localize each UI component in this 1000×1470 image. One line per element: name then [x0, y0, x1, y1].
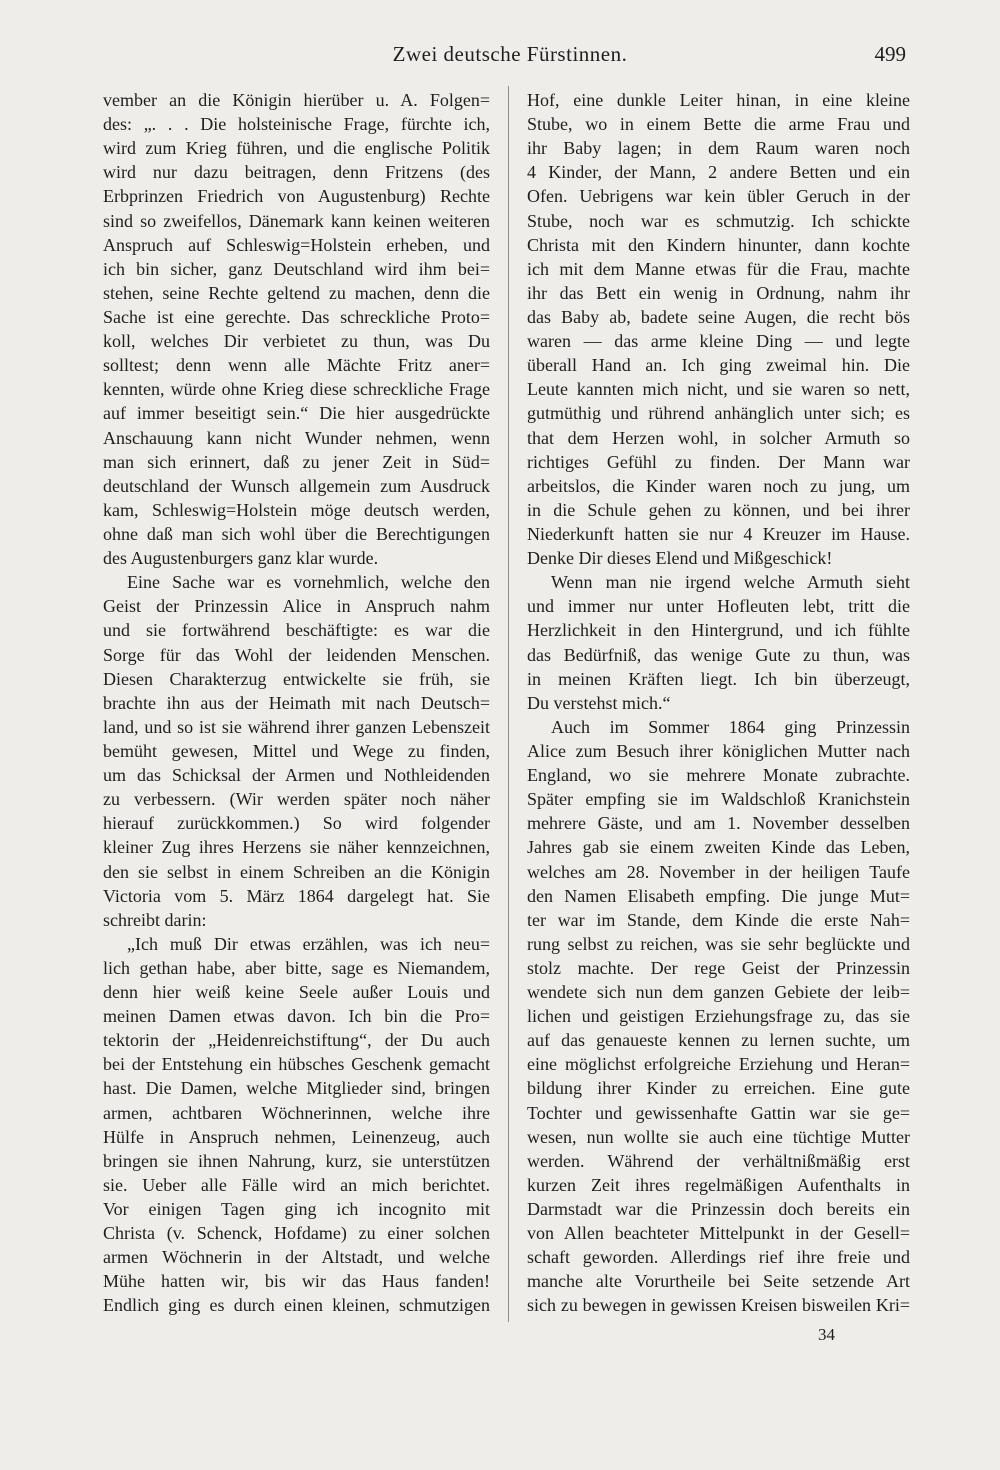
text-line: Darmstadt war die Prinzessin doch bereits ein [527, 1199, 910, 1220]
text-line: lichen und geistigen Erziehungsfrage zu, das sie [527, 1006, 910, 1027]
text-line: des Augustenburgers ganz klar wurde. [103, 548, 379, 569]
text-line: man sich erinnert, daß zu jener Zeit in Süd= [103, 451, 490, 472]
text-line: Vor einigen Tagen ging ich incognito mit [103, 1199, 490, 1220]
text-line: und sie fortwährend beschäftigte: es war die [103, 620, 490, 641]
text-line: werden. Während der verhältnißmäßig erst [527, 1150, 910, 1171]
text-line: Sorge für das Wohl der leidenden Menschen. [103, 644, 490, 665]
text-line: koll, welches Dir verbietet zu thun, was Du [103, 331, 490, 352]
text-line: Christa (v. Schenck, Hofdame) zu einer solchen [103, 1223, 490, 1244]
text-line: sind so zweifellos, Dänemark kann keinen weiteren [103, 210, 490, 231]
text-line: Du verstehst mich.“ [527, 692, 671, 713]
text-line: Mühe hatten wir, bis wir das Haus fanden! [103, 1271, 490, 1292]
text-line: rung selbst zu reichen, was sie sehr beglückte und [527, 933, 910, 954]
text-line: auf immer beseitigt sein.“ Die hier ausgedrückte [103, 403, 490, 424]
text-line: Herzlichkeit in den Hintergrund, und ich fühlte [527, 620, 910, 641]
text-line: auf das genaueste kennen zu lernen suchte, um [527, 1030, 910, 1051]
text-line: England, wo sie mehrere Monate zubrachte. [527, 765, 910, 786]
page-number: 499 [874, 42, 906, 66]
text-line: den sie selbst in einem Schreiben an die Königin [103, 861, 490, 882]
text-line: bildung ihrer Kinder zu erreichen. Eine gute [527, 1078, 910, 1099]
text-line: von Allen beachteter Mittelpunkt in der Gesell= [527, 1223, 910, 1244]
text-line: Stube, wo in einem Bette die arme Frau und [527, 114, 910, 135]
text-line: mehrere Gäste, und am 1. November desselben [527, 813, 910, 834]
text-line: land, und so ist sie während ihrer ganzen Lebenszeit [103, 716, 490, 737]
text-line: ohne daß man sich wohl über die Berechtigungen [103, 523, 490, 544]
text-line: Erbprinzen Friedrich von Augustenburg) Rechte [103, 186, 490, 207]
text-line: hierauf zurückkommen.) So wird folgender [103, 813, 490, 834]
text-line: arbeitslos, die Kinder waren noch zu jung, um [527, 475, 910, 496]
text-line: ich mit dem Manne etwas für die Frau, machte [527, 258, 910, 279]
text-line: richtiges Gefühl zu finden. Der Mann war [527, 451, 910, 472]
text-line: Hof, eine dunkle Leiter hinan, in eine kleine [527, 90, 910, 110]
left-column [103, 88, 490, 1318]
text-line: stolz machte. Der rege Geist der Prinzessin [527, 957, 910, 978]
text-line: denn hier weiß keine Seele außer Louis und [103, 982, 490, 1003]
text-line: Endlich ging es durch einen kleinen, schmutzigen [103, 1295, 490, 1316]
text-line: Niederkunft hatten sie nur 4 Kreuzer im Hause. [527, 523, 910, 544]
text-line: Anschauung kann nicht Wunder nehmen, wenn [103, 427, 490, 448]
text-line: das Bedürfniß, das wenige Gute zu thun, was [527, 644, 910, 665]
right-column [527, 88, 910, 1318]
text-line: welches am 28. November in der heiligen Taufe [527, 861, 910, 882]
text-line: sie. Ueber alle Fälle wird an mich berichtet. [103, 1174, 490, 1195]
text-line: Victoria vom 5. März 1864 dargelegt hat. Sie [103, 885, 490, 906]
text-line: wesen, nun wollte sie auch eine tüchtige Mutter [527, 1126, 910, 1147]
text-line: schaft geworden. Allerdings rief ihre freie und [527, 1247, 910, 1268]
text-line: und immer nur unter Hofleuten lebt, tritt die [527, 596, 910, 617]
text-line: gutmüthig und rührend anhänglich unter sich; es [527, 403, 910, 424]
text-line: Tochter und gewissenhafte Gattin war sie ge= [527, 1102, 910, 1123]
text-line: Leute kannten mich nicht, und sie waren so nett, [527, 379, 910, 400]
text-line: kurzen Zeit ihres regelmäßigen Aufenthalts in [527, 1174, 910, 1195]
text-line: den Namen Elisabeth empfing. Die junge Mut= [527, 885, 910, 906]
text-line: Geist der Prinzessin Alice in Anspruch nahm [103, 596, 490, 617]
text-line: armen Wöchnerin in der Altstadt, und welche [103, 1247, 490, 1268]
text-line: das Baby ab, badete seine Augen, die recht bös [527, 306, 910, 327]
text-line: Hülfe in Anspruch nehmen, Leinenzeug, auch [103, 1126, 490, 1147]
text-line: Auch im Sommer 1864 ging Prinzessin [551, 716, 910, 737]
text-line: in meinen Kräften liegt. Ich bin überzeugt, [527, 668, 910, 689]
text-line: überall Hand an. Ich ging zweimal hin. Die [527, 355, 910, 376]
text-line: 4 Kinder, der Mann, 2 andere Betten und ein [527, 162, 910, 183]
text-line: ter war im Stande, dem Kinde die erste Nah= [527, 909, 910, 930]
text-line: ihr das Bett ein wenig in Ordnung, nahm ihr [527, 282, 910, 303]
text-line: Eine Sache war es vornehmlich, welche den [127, 572, 490, 593]
text-line: hast. Die Damen, welche Mitglieder sind, bringen [103, 1078, 490, 1099]
text-line: Später empfing sie im Waldschloß Kranichstein [527, 789, 910, 810]
text-line: schreibt darin: [103, 909, 207, 930]
signature-mark: 34 [818, 1325, 835, 1344]
text-line: in die Schule gehen zu können, und bei ihrer [527, 499, 910, 520]
text-line: Jahres gab sie einem zweiten Kinde das Leben, [527, 837, 910, 858]
text-line: ich bin sicher, ganz Deutschland wird ihm bei= [103, 258, 490, 279]
text-line: des: „. . . Die holsteinische Frage, fürchte ich, [103, 114, 490, 135]
text-line: kam, Schleswig=Holstein möge deutsch werden, [103, 499, 490, 520]
running-title: Zwei deutsche Fürstinnen. [392, 42, 628, 66]
text-line: vember an die Königin hierüber u. A. Folgen= [103, 90, 490, 110]
text-line: meinen Damen etwas davon. Ich bin die Pro= [103, 1006, 490, 1027]
text-line: deutschland der Wunsch allgemein zum Ausdruck [103, 475, 490, 496]
text-line: bringen sie ihnen Nahrung, kurz, sie unterstützen [103, 1150, 490, 1171]
text-line: bemüht gewesen, Mittel und Wege zu finden, [103, 740, 490, 761]
text-line: Alice zum Besuch ihrer königlichen Mutter nach [527, 740, 910, 761]
text-line: Wenn man nie irgend welche Armuth sieht [551, 572, 910, 593]
text-line: sich zu bewegen in gewissen Kreisen bisweilen Kri= [527, 1295, 910, 1316]
text-line: kleiner Zug ihres Herzens sie näher kennzeichnen, [103, 837, 490, 858]
text-line: bei der Entstehung ein hübsches Geschenk gemacht [103, 1054, 490, 1075]
text-line: kennten, würde ohne Krieg diese schreckliche Frage [103, 379, 490, 400]
column-divider [508, 86, 509, 1322]
text-line: tektorin der „Heidenreichstiftung“, der Du auch [103, 1030, 490, 1051]
text-line: stehen, seine Rechte geltend zu machen, denn die [103, 282, 490, 303]
text-line: ihr Baby lagen; in dem Raum waren noch [527, 138, 910, 159]
text-line: manche alte Vorurtheile bei Seite setzende Art [527, 1271, 910, 1292]
text-line: zu verbessern. (Wir werden später noch näher [103, 789, 490, 810]
text-line: Stube, noch war es schmutzig. Ich schickte [527, 210, 910, 231]
text-line: brachte ihn aus der Heimath mit nach Deutsch= [103, 692, 490, 713]
text-line: Anspruch auf Schleswig=Holstein erheben, und [103, 234, 490, 255]
text-line: „Ich muß Dir etwas erzählen, was ich neu= [127, 933, 490, 954]
text-line: Sache ist eine gerechte. Das schreckliche Proto= [103, 306, 490, 327]
text-line: lich gethan habe, aber bitte, sage es Niemandem, [103, 957, 490, 978]
text-line: Denke Dir dieses Elend und Mißgeschick! [527, 548, 833, 569]
text-line: wendete sich nun dem ganzen Gebiete der leib= [527, 982, 910, 1003]
text-line: Ofen. Uebrigens war kein übler Geruch in der [527, 186, 910, 207]
text-line: waren — das arme kleine Ding — und legte [527, 331, 910, 352]
text-line: wird zum Krieg führen, und die englische Politik [103, 138, 490, 159]
text-line: um das Schicksal der Armen und Nothleidenden [103, 765, 490, 786]
text-line: wird nur dazu beitragen, denn Fritzens (des [103, 162, 490, 183]
text-line: that dem Herzen wohl, in solcher Armuth so [527, 427, 910, 448]
text-line: Christa mit den Kindern hinunter, dann kochte [527, 234, 910, 255]
text-line: Diesen Charakterzug entwickelte sie früh, sie [103, 668, 490, 689]
text-line: armen, achtbaren Wöchnerinnen, welche ihre [103, 1102, 490, 1123]
text-line: solltest; denn wenn alle Mächte Fritz aner= [103, 355, 490, 376]
text-line: eine möglichst erfolgreiche Erziehung und Heran= [527, 1054, 910, 1075]
